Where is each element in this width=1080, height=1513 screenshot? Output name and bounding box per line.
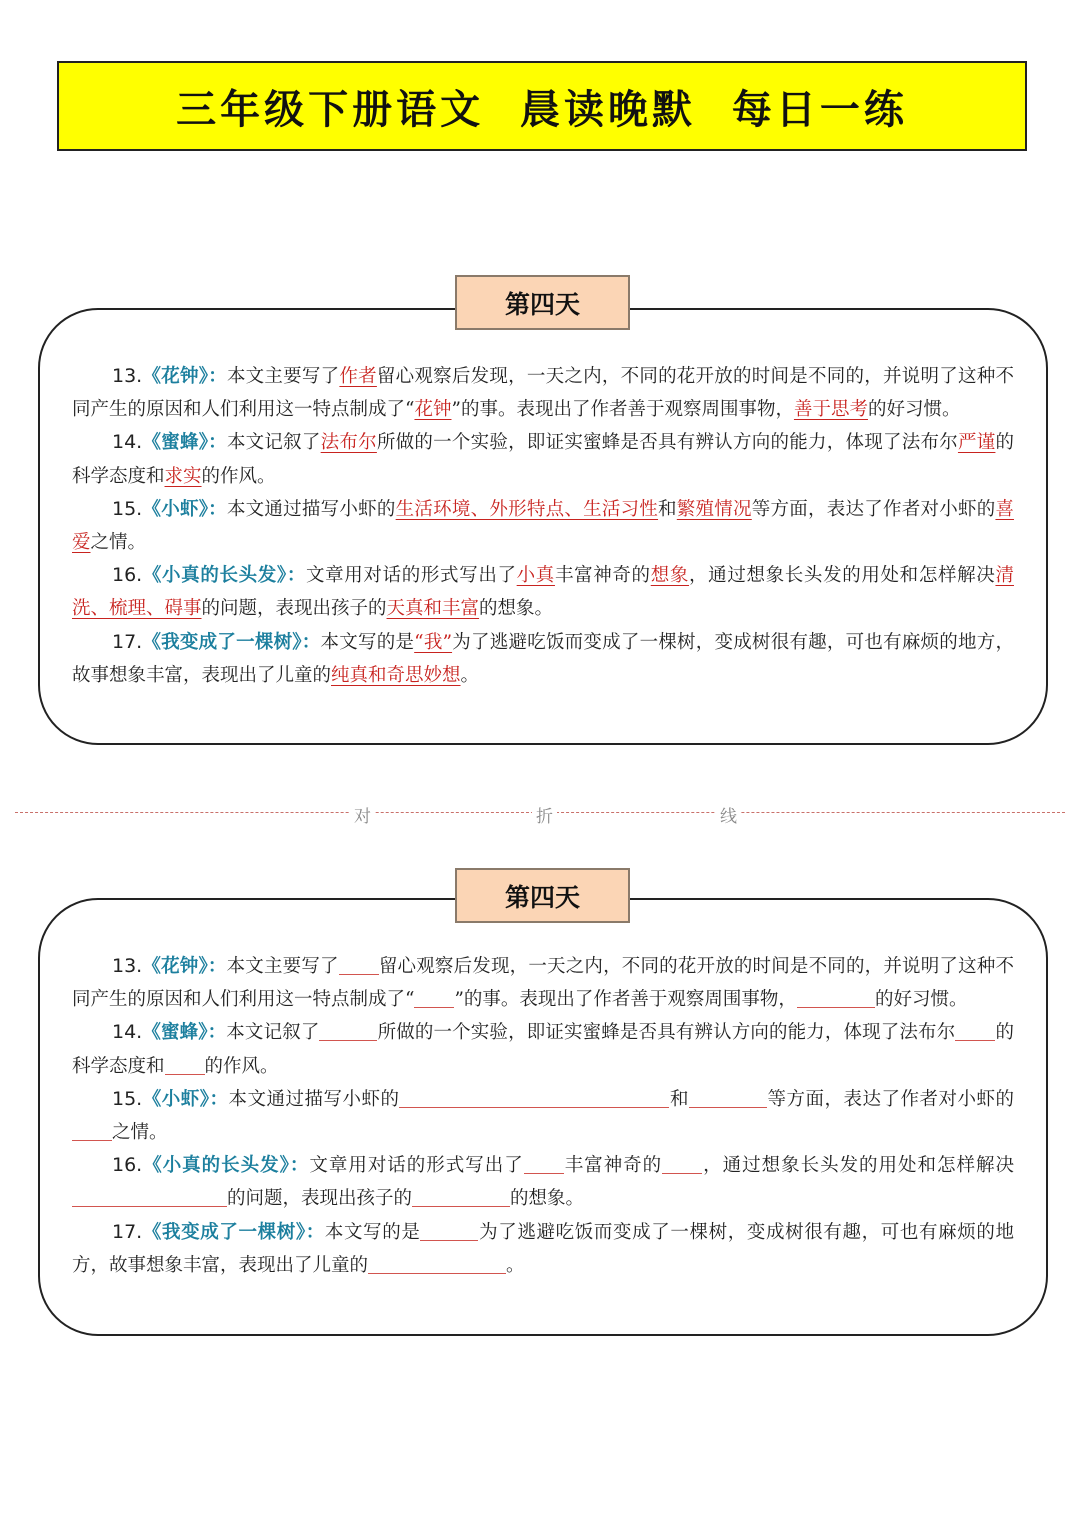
fold-word: 线 <box>716 802 741 827</box>
item-text: 的好习惯。 <box>867 399 961 421</box>
answer-blank[interactable] <box>955 1022 995 1042</box>
item-text: 的科学态度和 <box>72 432 1014 487</box>
item-text: 本文写的是 <box>320 631 415 653</box>
item-text: 。 <box>460 664 480 686</box>
item-16 <box>72 559 1014 625</box>
blank-card <box>38 898 1048 1336</box>
item-text: 的作风。 <box>201 465 276 487</box>
item-13 <box>72 360 1014 426</box>
item-number: 15. <box>112 1087 143 1110</box>
item-text: 文章用对话的形式写出了 <box>305 565 517 587</box>
answer-blank[interactable] <box>339 956 379 976</box>
answer-blank[interactable] <box>165 1055 205 1075</box>
item-text: 之情。 <box>90 532 147 554</box>
item-text: 所做的一个实验，即证实蜜蜂是否具有辨认方向的能力，体现了法布尔 <box>376 432 958 454</box>
answer-blank[interactable] <box>399 1088 669 1108</box>
item-text: 本文通过描写小虾的 <box>228 1088 400 1110</box>
answer-blank[interactable] <box>319 1022 377 1042</box>
item-text: 本文主要写了 <box>226 956 339 977</box>
answer-card <box>38 308 1048 745</box>
item-text: 的想象。 <box>510 1188 585 1210</box>
item-text: 丰富神奇的 <box>563 1155 663 1177</box>
answer-card-body <box>72 360 1014 692</box>
item-title: 《花钟》： <box>142 366 227 387</box>
item-title: 《小虾》： <box>142 1088 229 1110</box>
item-number: 13. <box>112 955 143 977</box>
item-text: 为了逃避吃饭而变成了一棵树，变成树很有趣，可也有麻烦的地方，故事想象丰富，表现出了儿童的 <box>72 631 1014 686</box>
item-14-blank <box>72 1016 1014 1082</box>
item-number: 14. <box>112 1021 143 1044</box>
item-text: 等方面，表达了作者对小虾的 <box>751 498 996 520</box>
item-text: 留心观察后发现，一天之内，不同的花开放的时间是不同的，并说明了这种不同产生的原因和人们利用这一特点制成了“ <box>72 956 1014 1011</box>
item-16-blank <box>72 1149 1014 1215</box>
item-text: ”的事。表现出了作者善于观察周围事物， <box>454 989 797 1011</box>
item-text: 的想象。 <box>479 598 554 620</box>
answer-text: 作者 <box>339 366 377 387</box>
item-number: 16. <box>112 564 143 587</box>
answer-blank[interactable] <box>420 1221 478 1241</box>
item-text: 之情。 <box>112 1122 168 1144</box>
item-text: 本文写的是 <box>324 1221 421 1243</box>
item-text: 本文主要写了 <box>226 366 340 387</box>
answer-text: 清洗、梳理、碍事 <box>72 565 1014 620</box>
item-text: ，通过想象长头发的用处和怎样解决 <box>689 565 996 587</box>
item-text: ”的事。表现出了作者善于观察周围事物， <box>451 399 794 421</box>
item-title: 《蜜蜂》： <box>142 1022 227 1044</box>
answer-blank[interactable] <box>414 989 454 1009</box>
item-text: ，通过想象长头发的用处和怎样解决 <box>702 1155 1014 1177</box>
item-title: 《我变成了一棵树》： <box>142 631 321 653</box>
item-text: 和 <box>658 498 677 520</box>
item-text: 的问题，表现出孩子的 <box>201 598 387 620</box>
item-number: 15. <box>112 497 143 520</box>
answer-text: 求实 <box>164 465 202 487</box>
answer-blank[interactable] <box>72 1122 112 1142</box>
item-text: 本文记叙了 <box>226 1022 320 1044</box>
answer-text: 法布尔 <box>320 432 377 454</box>
item-text: 和 <box>669 1088 689 1110</box>
answer-blank[interactable] <box>412 1188 510 1208</box>
answer-text: 纯真和奇思妙想 <box>331 664 461 686</box>
item-text: 的问题，表现出孩子的 <box>227 1188 413 1210</box>
answer-text: “我” <box>414 631 453 653</box>
item-text: 文章用对话的形式写出了 <box>309 1155 524 1177</box>
item-14 <box>72 426 1014 492</box>
item-text: 本文记叙了 <box>226 432 321 454</box>
item-text: 为了逃避吃饭而变成了一棵树，变成树很有趣，可也有麻烦的地方，故事想象丰富，表现出了儿童的 <box>72 1221 1014 1276</box>
item-17-blank <box>72 1216 1014 1282</box>
item-text: 所做的一个实验，即证实蜜蜂是否具有辨认方向的能力，体现了法布尔 <box>377 1022 956 1044</box>
item-17 <box>72 626 1014 692</box>
item-15-blank <box>72 1083 1014 1149</box>
day-label: 第四天 <box>455 275 630 330</box>
item-number: 16. <box>112 1154 143 1177</box>
item-number: 13. <box>112 365 143 387</box>
item-number: 17. <box>112 630 143 653</box>
answer-text: 严谨 <box>957 432 996 454</box>
item-13-blank <box>72 950 1014 1016</box>
item-title: 《小虾》： <box>142 498 227 520</box>
item-title: 《小真的长头发》： <box>142 1155 310 1177</box>
answer-blank[interactable] <box>689 1088 767 1108</box>
item-text: 的科学态度和 <box>72 1022 1014 1077</box>
item-title: 《我变成了一棵树》： <box>142 1221 325 1243</box>
answer-blank[interactable] <box>368 1254 506 1274</box>
item-number: 14. <box>112 431 143 454</box>
fold-word: 折 <box>532 802 557 827</box>
answer-text: 天真和丰富 <box>386 598 480 620</box>
day-label: 第四天 <box>455 868 630 923</box>
fold-word: 对 <box>350 802 375 827</box>
item-text: 的作风。 <box>204 1055 279 1077</box>
blank-card-body <box>72 950 1014 1282</box>
answer-text: 繁殖情况 <box>676 498 752 520</box>
item-title: 《小真的长头发》： <box>142 565 306 587</box>
answer-blank[interactable] <box>662 1155 702 1175</box>
item-15 <box>72 493 1014 559</box>
answer-blank[interactable] <box>72 1188 227 1208</box>
answer-text: 花钟 <box>414 399 452 421</box>
answer-blank[interactable] <box>797 989 875 1009</box>
item-text: 本文通过描写小虾的 <box>226 498 396 520</box>
answer-blank[interactable] <box>524 1155 564 1175</box>
item-title: 《花钟》： <box>142 956 227 977</box>
item-text: 留心观察后发现，一天之内，不同的花开放的时间是不同的，并说明了这种不同产生的原因和人们利用这一特点制成了“ <box>72 366 1014 421</box>
answer-text: 善于思考 <box>793 399 868 421</box>
page-title: 三年级下册语文 晨读晚默 每日一练 <box>176 85 908 133</box>
answer-text: 小真 <box>516 565 555 587</box>
item-number: 17. <box>112 1220 143 1243</box>
answer-text: 想象 <box>650 565 690 587</box>
item-title: 《蜜蜂》： <box>142 432 227 454</box>
title-banner <box>57 61 1027 151</box>
answer-text: 生活环境、外形特点、生活习性 <box>395 498 659 520</box>
item-text: 丰富神奇的 <box>554 565 651 587</box>
item-text: 。 <box>506 1254 525 1276</box>
answer-text: 喜爱 <box>72 498 1014 554</box>
item-text: 等方面，表达了作者对小虾的 <box>766 1088 1014 1110</box>
item-text: 的好习惯。 <box>874 989 968 1011</box>
